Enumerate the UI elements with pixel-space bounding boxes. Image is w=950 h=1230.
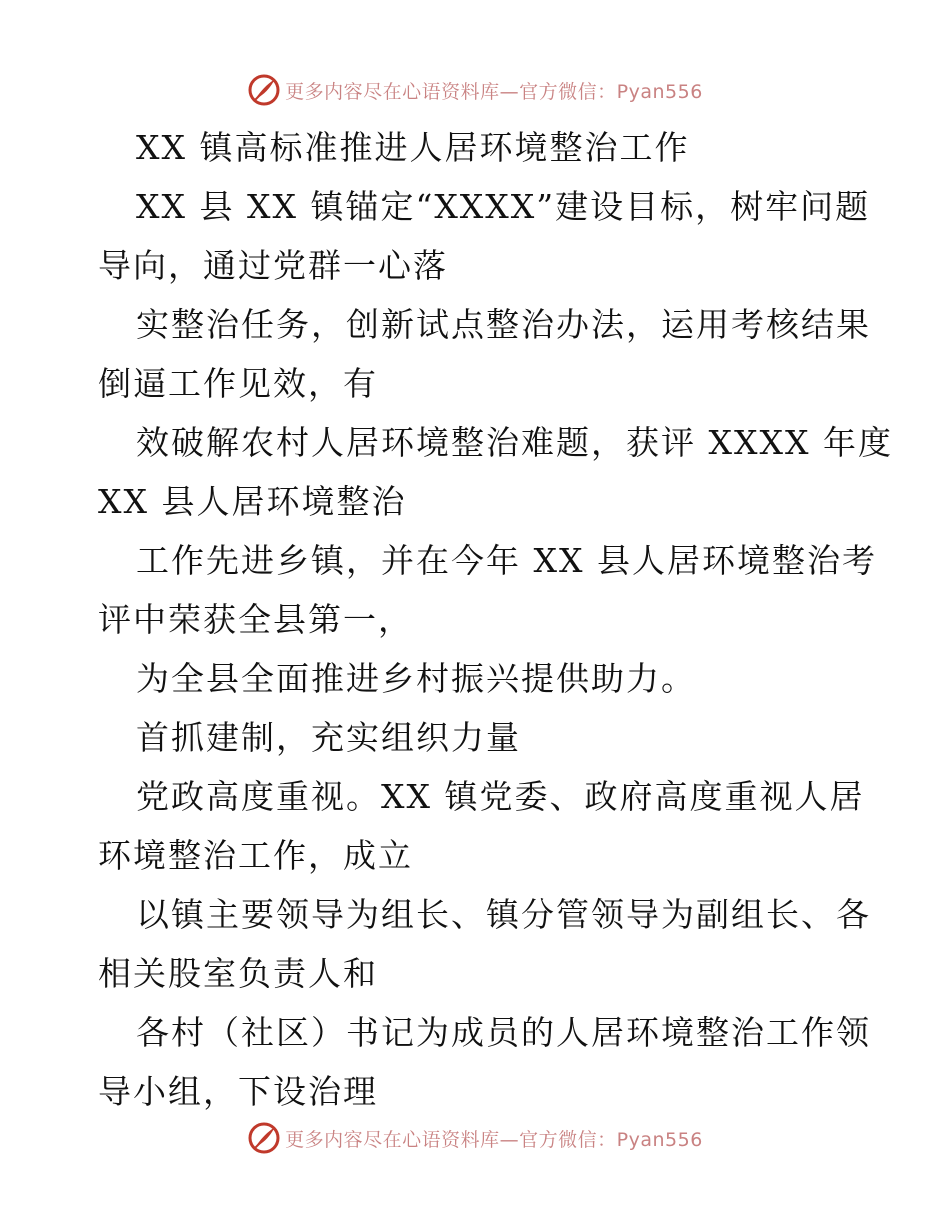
document-line: 导小组，下设治理	[98, 1072, 378, 1111]
header-watermark-banner	[0, 70, 950, 110]
document-line: 党政高度重视。XX 镇党委、政府高度重视人居	[136, 777, 865, 816]
document-line: 以镇主要领导为组长、镇分管领导为副组长、各	[136, 895, 871, 934]
footer-watermark-banner	[0, 1118, 950, 1158]
document-line: XX 县 XX 镇锚定“XXXX”建设目标，树牢问题	[136, 187, 871, 226]
document-line: 相关股室负责人和	[98, 954, 378, 993]
document-line: 倒逼工作见效，有	[98, 364, 378, 403]
document-line: 导向，通过党群一心落	[98, 246, 448, 285]
document-line: XX 镇高标准推进人居环境整治工作	[136, 128, 690, 167]
header-watermark-text: 更多内容尽在心语资料库—官方微信：Pyan556	[285, 80, 703, 103]
document-line: 评中荣获全县第一，	[98, 600, 413, 639]
footer-watermark-text: 更多内容尽在心语资料库—官方微信：Pyan556	[285, 1128, 703, 1151]
document-line: 为全县全面推进乡村振兴提供助力。	[136, 659, 696, 698]
document-line: 实整治任务，创新试点整治办法，运用考核结果	[136, 305, 871, 344]
feather-pen-logo-icon	[247, 1121, 281, 1155]
document-line: 环境整治工作，成立	[98, 836, 413, 875]
document-line: 首抓建制，充实组织力量	[136, 718, 521, 757]
document-line: 各村（社区）书记为成员的人居环境整治工作领	[136, 1013, 871, 1052]
document-line: 工作先进乡镇，并在今年 XX 县人居环境整治考	[136, 541, 877, 580]
document-body	[98, 118, 893, 1121]
document-line: XX 县人居环境整治	[98, 482, 407, 521]
document-line: 效破解农村人居环境整治难题，获评 XXXX 年度	[136, 423, 893, 462]
feather-pen-logo-icon	[247, 73, 281, 107]
